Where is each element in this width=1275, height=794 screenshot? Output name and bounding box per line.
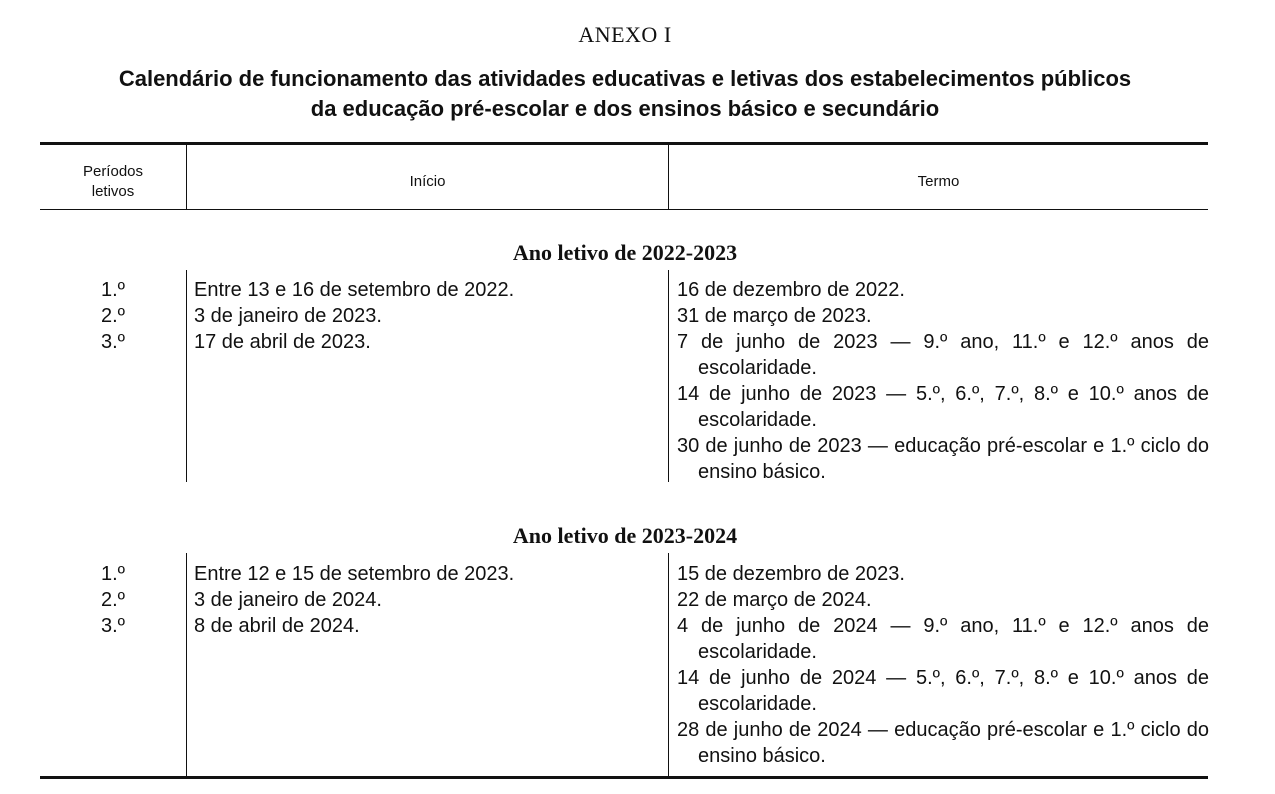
- end-date: 15 de dezembro de 2023.: [677, 563, 905, 585]
- table-bottom-rule: [40, 776, 1208, 779]
- start-date: Entre 12 e 15 de setembro de 2023.: [194, 563, 515, 585]
- start-date: 8 de abril de 2024.: [194, 615, 360, 637]
- end-date: 4 de junho de 2024 — 9.º ano, 11.º e 12.º anos de escolaridade.: [677, 615, 1209, 663]
- table-top-rule: [40, 142, 1208, 145]
- start-date: 3 de janeiro de 2023.: [194, 305, 382, 327]
- periods-column: [40, 277, 186, 355]
- title-line-2: da educação pré-escolar e dos ensinos básico e secundário: [310, 96, 940, 121]
- column-divider-2: [668, 270, 669, 482]
- column-divider-2: [668, 553, 669, 776]
- header-periods-line-2: letivos: [91, 183, 135, 200]
- document-title: [40, 64, 1210, 124]
- period-label: 2.º: [101, 589, 125, 611]
- header-start: Início: [409, 173, 446, 190]
- end-date: 14 de junho de 2024 — 5.º, 6.º, 7.º, 8.º e 10.º anos de escolaridade.: [677, 667, 1209, 715]
- start-date: 3 de janeiro de 2024.: [194, 589, 382, 611]
- periods-column: [40, 561, 186, 639]
- end-date: 7 de junho de 2023 — 9.º ano, 11.º e 12.º anos de escolaridade.: [677, 331, 1209, 379]
- end-date: 30 de junho de 2023 — educação pré-escolar e 1.º ciclo do ensino básico.: [677, 435, 1209, 483]
- school-year-heading: Ano letivo de 2022-2023: [512, 240, 738, 265]
- header-periods: [40, 162, 186, 202]
- start-column: [194, 277, 664, 355]
- school-year-heading: Ano letivo de 2023-2024: [512, 523, 738, 548]
- period-label: 1.º: [101, 279, 125, 301]
- column-divider-1: [186, 553, 187, 776]
- period-label: 3.º: [101, 331, 125, 353]
- header-end: Termo: [917, 173, 960, 190]
- column-divider-1: [186, 270, 187, 482]
- end-date: 28 de junho de 2024 — educação pré-escolar e 1.º ciclo do ensino básico.: [677, 719, 1209, 767]
- end-date: 31 de março de 2023.: [677, 305, 872, 327]
- period-label: 3.º: [101, 615, 125, 637]
- start-date: 17 de abril de 2023.: [194, 331, 371, 353]
- end-date: 16 de dezembro de 2022.: [677, 279, 905, 301]
- header-bottom-rule: [40, 209, 1208, 210]
- end-date: 22 de março de 2024.: [677, 589, 872, 611]
- title-line-1: Calendário de funcionamento das atividades educativas e letivas dos estabelecimentos públicos: [118, 66, 1132, 91]
- start-column: [194, 561, 664, 639]
- start-date: Entre 13 e 16 de setembro de 2022.: [194, 279, 515, 301]
- period-label: 1.º: [101, 563, 125, 585]
- annex-heading: ANEXO I: [578, 22, 672, 47]
- header-periods-line-1: Períodos: [82, 163, 144, 180]
- end-column: [677, 561, 1209, 769]
- period-label: 2.º: [101, 305, 125, 327]
- end-column: [677, 277, 1209, 485]
- end-date: 14 de junho de 2023 — 5.º, 6.º, 7.º, 8.º e 10.º anos de escolaridade.: [677, 383, 1209, 431]
